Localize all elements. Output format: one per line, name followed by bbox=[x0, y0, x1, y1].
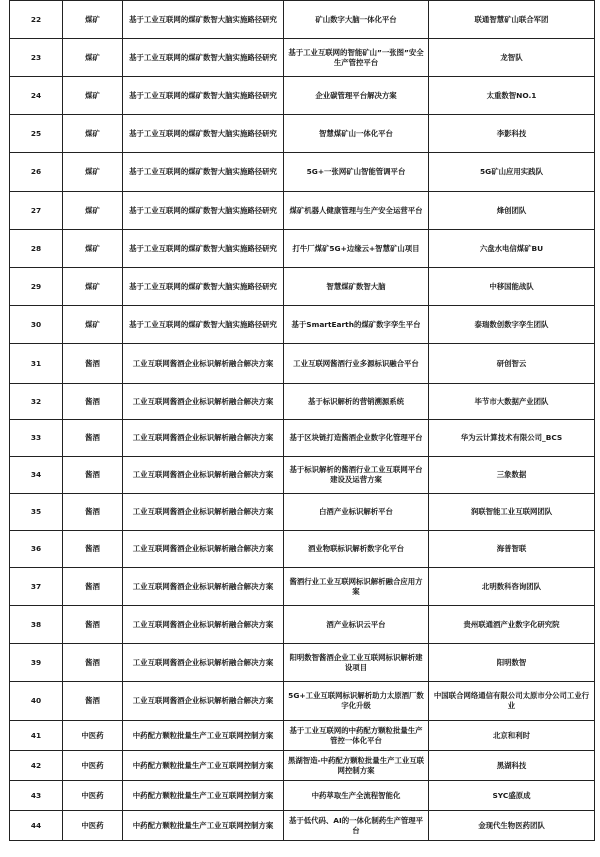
cell-solution: 黑湖智造-中药配方颗粒批量生产工业互联 网控制方案 bbox=[284, 751, 429, 781]
table-row bbox=[10, 153, 595, 192]
cell-industry: 煤矿 bbox=[63, 230, 123, 268]
cell-solution: 基于标识解析的酱酒行业工业互联网平台建设及运营方案 bbox=[284, 457, 429, 494]
table-row bbox=[10, 721, 595, 751]
cell-industry: 酱酒 bbox=[63, 384, 123, 420]
cell-team: 毕节市大数据产业团队 bbox=[429, 384, 595, 420]
table-row bbox=[10, 192, 595, 230]
cell-industry: 酱酒 bbox=[63, 682, 123, 721]
cell-number: 38 bbox=[10, 606, 63, 644]
cell-solution: 白酒产业标识解析平台 bbox=[284, 494, 429, 531]
cell-team: 太重数智NO.1 bbox=[429, 77, 595, 115]
cell-number: 40 bbox=[10, 682, 63, 721]
cell-solution: 基于低代码、AI的一体化制药生产管理平台 bbox=[284, 811, 429, 841]
cell-industry: 煤矿 bbox=[63, 192, 123, 230]
cell-team: 金现代生物医药团队 bbox=[429, 811, 595, 841]
cell-direction: 基于工业互联网的煤矿数智大脑实施路径研究 bbox=[123, 230, 284, 268]
cell-industry: 酱酒 bbox=[63, 420, 123, 457]
cell-number: 36 bbox=[10, 531, 63, 568]
cell-team: 北京和利时 bbox=[429, 721, 595, 751]
cell-solution: 基于工业互联网的智能矿山”一张图”安全生产管控平台 bbox=[284, 39, 429, 77]
cell-solution: 企业碳管理平台解决方案 bbox=[284, 77, 429, 115]
table-row bbox=[10, 115, 595, 153]
cell-direction: 基于工业互联网的煤矿数智大脑实施路径研究 bbox=[123, 77, 284, 115]
table-row bbox=[10, 39, 595, 77]
cell-team: 北明数科咨询团队 bbox=[429, 568, 595, 606]
cell-team: 贵州联通酒产业数字化研究院 bbox=[429, 606, 595, 644]
table-row bbox=[10, 494, 595, 531]
cell-solution: 酒业物联标识解析数字化平台 bbox=[284, 531, 429, 568]
cell-number: 26 bbox=[10, 153, 63, 192]
cell-industry: 中医药 bbox=[63, 751, 123, 781]
cell-team: 5G矿山应用实践队 bbox=[429, 153, 595, 192]
cell-number: 24 bbox=[10, 77, 63, 115]
cell-number: 33 bbox=[10, 420, 63, 457]
cell-industry: 酱酒 bbox=[63, 494, 123, 531]
cell-solution: 工业互联网酱酒行业多源标识融合平台 bbox=[284, 344, 429, 384]
cell-direction: 工业互联网酱酒企业标识解析融合解决方案 bbox=[123, 568, 284, 606]
cell-industry: 煤矿 bbox=[63, 306, 123, 344]
cell-direction: 工业互联网酱酒企业标识解析融合解决方案 bbox=[123, 344, 284, 384]
cell-direction: 基于工业互联网的煤矿数智大脑实施路径研究 bbox=[123, 306, 284, 344]
table-row bbox=[10, 781, 595, 811]
table-row bbox=[10, 344, 595, 384]
cell-team: 润联智能工业互联网团队 bbox=[429, 494, 595, 531]
cell-direction: 基于工业互联网的煤矿数智大脑实施路径研究 bbox=[123, 115, 284, 153]
cell-direction: 基于工业互联网的煤矿数智大脑实施路径研究 bbox=[123, 39, 284, 77]
cell-solution: 智慧煤矿山一体化平台 bbox=[284, 115, 429, 153]
table-row bbox=[10, 644, 595, 682]
cell-direction: 中药配方颗粒批量生产工业互联网控制方案 bbox=[123, 781, 284, 811]
cell-team: 研创智云 bbox=[429, 344, 595, 384]
cell-solution: 阳明数智酱酒企业工业互联网标识解析建设项目 bbox=[284, 644, 429, 682]
cell-number: 28 bbox=[10, 230, 63, 268]
cell-industry: 煤矿 bbox=[63, 77, 123, 115]
cell-team: 黑湖科技 bbox=[429, 751, 595, 781]
cell-team: 中国联合网络通信有限公司太原市分公司工业行业 bbox=[429, 682, 595, 721]
cell-direction: 基于工业互联网的煤矿数智大脑实施路径研究 bbox=[123, 1, 284, 39]
cell-direction: 中药配方颗粒批量生产工业互联网控制方案 bbox=[123, 751, 284, 781]
cell-direction: 工业互联网酱酒企业标识解析融合解决方案 bbox=[123, 420, 284, 457]
table-row bbox=[10, 268, 595, 306]
cell-number: 31 bbox=[10, 344, 63, 384]
cell-number: 34 bbox=[10, 457, 63, 494]
table-row bbox=[10, 531, 595, 568]
cell-number: 22 bbox=[10, 1, 63, 39]
table-row bbox=[10, 682, 595, 721]
cell-industry: 中医药 bbox=[63, 721, 123, 751]
table-row bbox=[10, 384, 595, 420]
table-row bbox=[10, 420, 595, 457]
cell-team: 泰瑞数创数字孪生团队 bbox=[429, 306, 595, 344]
cell-solution: 智慧煤矿数智大脑 bbox=[284, 268, 429, 306]
cell-direction: 中药配方颗粒批量生产工业互联网控制方案 bbox=[123, 811, 284, 841]
cell-industry: 煤矿 bbox=[63, 153, 123, 192]
cell-number: 42 bbox=[10, 751, 63, 781]
cell-number: 35 bbox=[10, 494, 63, 531]
cell-direction: 工业互联网酱酒企业标识解析融合解决方案 bbox=[123, 457, 284, 494]
cell-industry: 酱酒 bbox=[63, 644, 123, 682]
cell-direction: 工业互联网酱酒企业标识解析融合解决方案 bbox=[123, 682, 284, 721]
cell-solution: 酒产业标识云平台 bbox=[284, 606, 429, 644]
cell-solution: 矿山数字大脑一体化平台 bbox=[284, 1, 429, 39]
cell-team: 中移国能战队 bbox=[429, 268, 595, 306]
cell-team: 华为云计算技术有限公司_BCS bbox=[429, 420, 595, 457]
table-row bbox=[10, 1, 595, 39]
cell-direction: 工业互联网酱酒企业标识解析融合解决方案 bbox=[123, 606, 284, 644]
cell-industry: 酱酒 bbox=[63, 457, 123, 494]
cell-direction: 基于工业互联网的煤矿数智大脑实施路径研究 bbox=[123, 268, 284, 306]
cell-number: 43 bbox=[10, 781, 63, 811]
cell-direction: 工业互联网酱酒企业标识解析融合解决方案 bbox=[123, 644, 284, 682]
table-row bbox=[10, 568, 595, 606]
cell-direction: 基于工业互联网的煤矿数智大脑实施路径研究 bbox=[123, 153, 284, 192]
table-row bbox=[10, 230, 595, 268]
cell-team: 李影科技 bbox=[429, 115, 595, 153]
cell-industry: 中医药 bbox=[63, 781, 123, 811]
cell-industry: 酱酒 bbox=[63, 568, 123, 606]
cell-industry: 酱酒 bbox=[63, 531, 123, 568]
cell-team: 三象数据 bbox=[429, 457, 595, 494]
cell-industry: 酱酒 bbox=[63, 344, 123, 384]
cell-direction: 中药配方颗粒批量生产工业互联网控制方案 bbox=[123, 721, 284, 751]
cell-solution: 5G+一张网矿山智能管调平台 bbox=[284, 153, 429, 192]
cell-solution: 打牛厂煤矿5G+边缘云+智慧矿山项目 bbox=[284, 230, 429, 268]
cell-team: SYC盛原成 bbox=[429, 781, 595, 811]
cell-industry: 煤矿 bbox=[63, 39, 123, 77]
cell-number: 39 bbox=[10, 644, 63, 682]
cell-solution: 5G+工业互联网标识解析助力太原酒厂数字化升级 bbox=[284, 682, 429, 721]
cell-number: 25 bbox=[10, 115, 63, 153]
table-row bbox=[10, 77, 595, 115]
cell-number: 41 bbox=[10, 721, 63, 751]
cell-team: 联通智慧矿山联合军团 bbox=[429, 1, 595, 39]
cell-solution: 煤矿机器人健康管理与生产安全运营平台 bbox=[284, 192, 429, 230]
cell-solution: 基于工业互联网的中药配方颗粒批量生产管控一体化平台 bbox=[284, 721, 429, 751]
cell-number: 27 bbox=[10, 192, 63, 230]
cell-direction: 工业互联网酱酒企业标识解析融合解决方案 bbox=[123, 531, 284, 568]
cell-direction: 基于工业互联网的煤矿数智大脑实施路径研究 bbox=[123, 192, 284, 230]
cell-number: 44 bbox=[10, 811, 63, 841]
cell-industry: 煤矿 bbox=[63, 1, 123, 39]
table-body bbox=[10, 1, 595, 841]
table-row bbox=[10, 306, 595, 344]
cell-solution: 酱酒行业工业互联网标识解析融合应用方案 bbox=[284, 568, 429, 606]
cell-solution: 基于区块链打造酱酒企业数字化管理平台 bbox=[284, 420, 429, 457]
table-row bbox=[10, 751, 595, 781]
cell-team: 六盘水电信煤矿BU bbox=[429, 230, 595, 268]
cell-team: 龙智队 bbox=[429, 39, 595, 77]
cell-number: 30 bbox=[10, 306, 63, 344]
cell-direction: 工业互联网酱酒企业标识解析融合解决方案 bbox=[123, 384, 284, 420]
cell-number: 23 bbox=[10, 39, 63, 77]
cell-team: 烽创团队 bbox=[429, 192, 595, 230]
table-row bbox=[10, 811, 595, 841]
cell-solution: 基于SmartEarth的煤矿数字孪生平台 bbox=[284, 306, 429, 344]
project-table bbox=[9, 0, 595, 841]
cell-industry: 煤矿 bbox=[63, 115, 123, 153]
table-row bbox=[10, 606, 595, 644]
table-row bbox=[10, 457, 595, 494]
cell-number: 32 bbox=[10, 384, 63, 420]
cell-direction: 工业互联网酱酒企业标识解析融合解决方案 bbox=[123, 494, 284, 531]
cell-team: 阳明数智 bbox=[429, 644, 595, 682]
cell-industry: 中医药 bbox=[63, 811, 123, 841]
cell-team: 海普智联 bbox=[429, 531, 595, 568]
cell-solution: 基于标识解析的营销溯源系统 bbox=[284, 384, 429, 420]
cell-number: 29 bbox=[10, 268, 63, 306]
cell-industry: 酱酒 bbox=[63, 606, 123, 644]
cell-solution: 中药萃取生产全流程智能化 bbox=[284, 781, 429, 811]
cell-number: 37 bbox=[10, 568, 63, 606]
cell-industry: 煤矿 bbox=[63, 268, 123, 306]
